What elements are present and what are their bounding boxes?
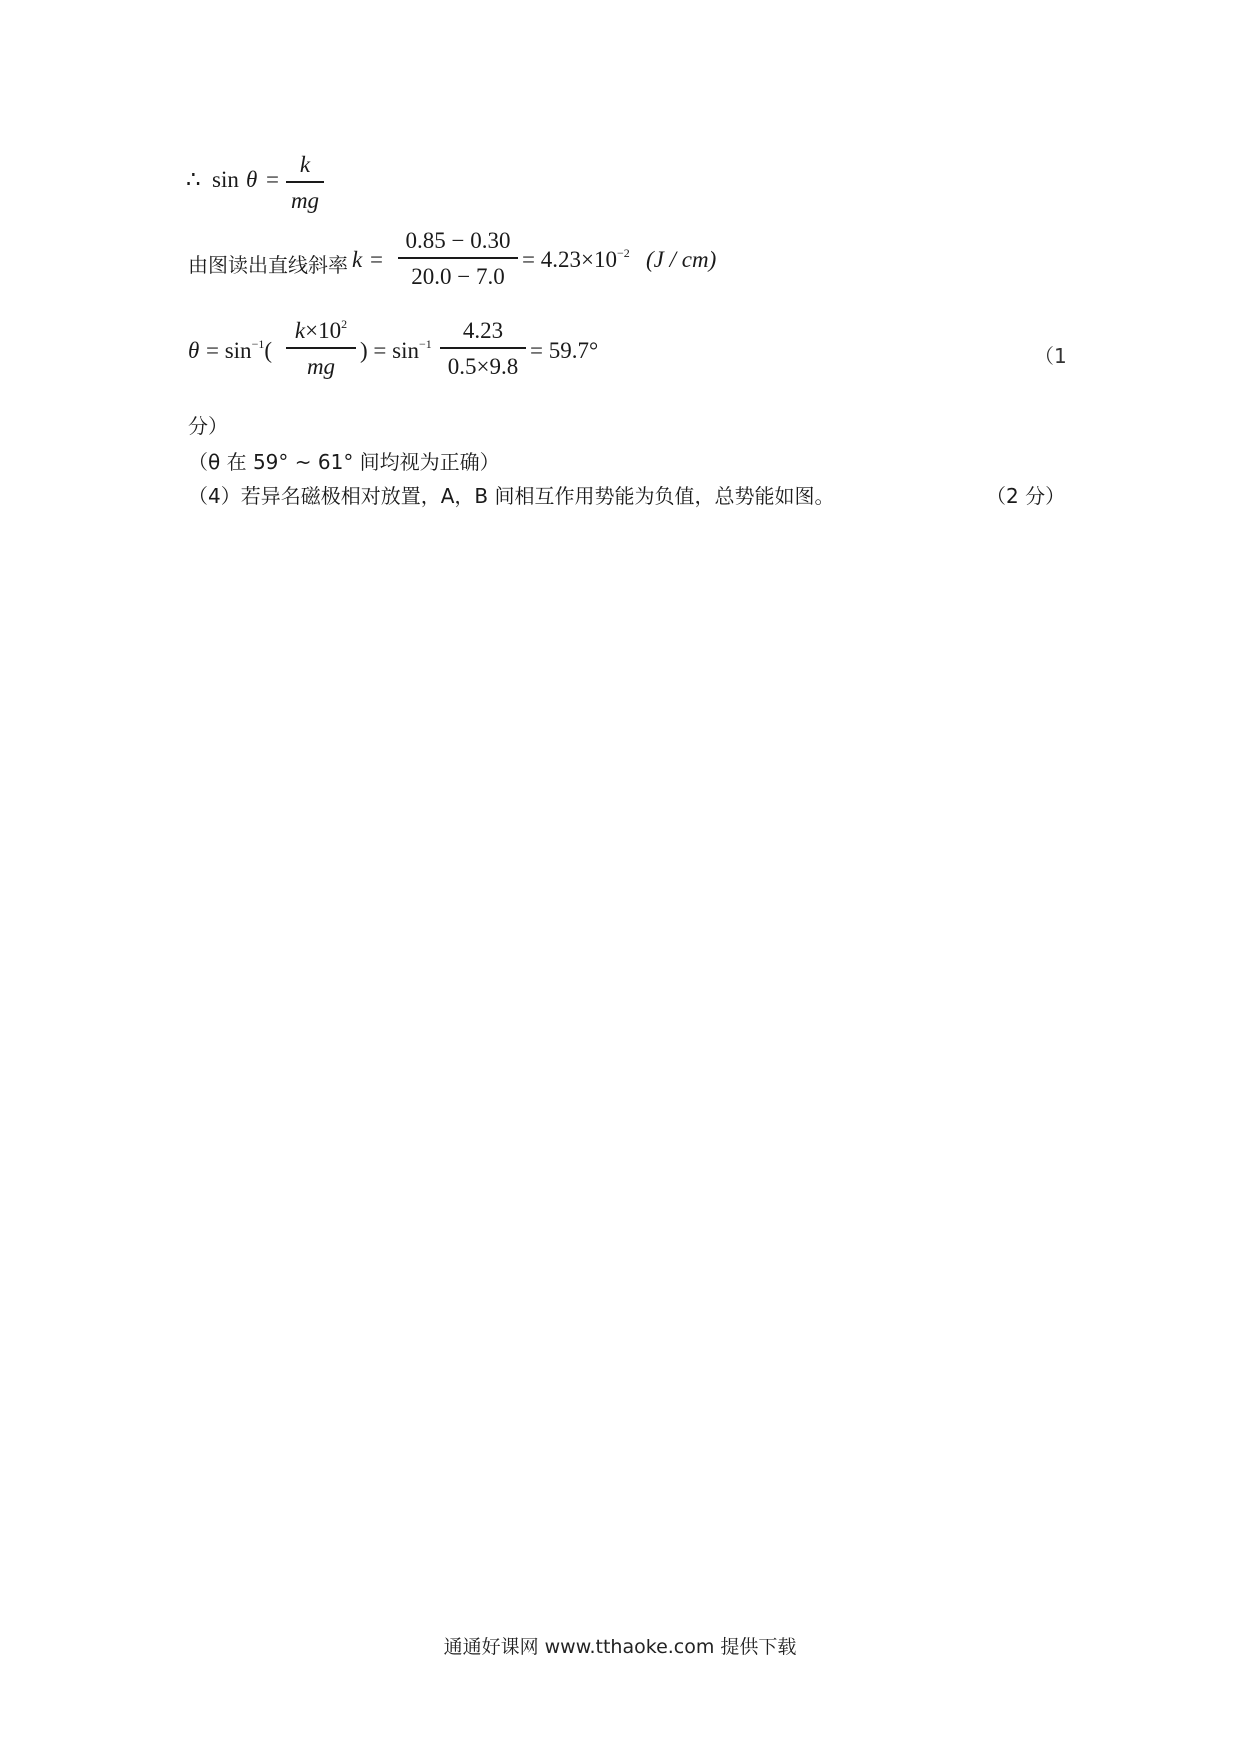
k-symbol: k [352,247,363,272]
therefore-symbol: ∴ [186,167,201,192]
part4-answer: （4）若异名磁极相对放置，A，B 间相互作用势能为负值，总势能如图。 [188,484,835,508]
equals-sign: = [266,167,279,192]
numerator-k: k [294,318,306,343]
fraction-bar [440,347,526,349]
score-label: （1 [1034,344,1067,368]
numerator-factor: ×10 [305,318,342,343]
theta-result: = 59.7° [530,338,599,363]
theta-symbol: θ [188,338,200,363]
fraction-numerator: 0.85 − 0.30 [405,228,511,253]
fraction-denominator: mg [290,188,320,213]
sin-label: sin [212,167,239,192]
slope-unit: (J / cm) [646,247,717,272]
slope-result [522,247,630,273]
fraction-numerator: 4.23 [462,318,504,343]
slope-result-exponent: −2 [616,246,630,260]
theta-symbol: θ [246,167,258,192]
footer-credit: 通通好课网 www.tthaoke.com 提供下载 [443,1636,797,1658]
fraction-k-over-mg [286,152,324,214]
fraction-k-times-100-over-mg [286,318,356,380]
equals-sin-text: = sin [206,338,252,363]
inverse-exponent: −1 [418,337,432,351]
score-label-continuation: 分） [188,414,228,438]
fraction-bar [286,181,324,183]
slope-result-mantissa: = 4.23×10 [522,247,617,272]
slope-prefix-text: 由图读出直线斜率 [188,253,348,277]
equals-sin-label [206,338,272,364]
open-paren: ( [264,338,273,363]
close-sin-text: ) = sin [360,338,419,363]
fraction-numerator: k [299,152,311,177]
slope-fraction [398,228,518,290]
fraction-denominator: 0.5×9.8 [447,354,519,379]
fraction-bar [398,257,518,259]
inverse-exponent: −1 [251,337,265,351]
fraction-numerator [286,318,356,344]
numerator-exponent: 2 [341,317,348,331]
fraction-denominator: mg [306,354,336,379]
equals-sign: = [370,247,383,272]
score-label: （2 分） [986,484,1066,508]
fraction-denominator: 20.0 − 7.0 [411,264,505,289]
close-sin-label [360,338,432,364]
fraction-4-23-over-0-5x9-8 [440,318,526,380]
fraction-bar [286,347,356,349]
tolerance-note: （θ 在 59° ~ 61° 间均视为正确） [188,450,500,474]
